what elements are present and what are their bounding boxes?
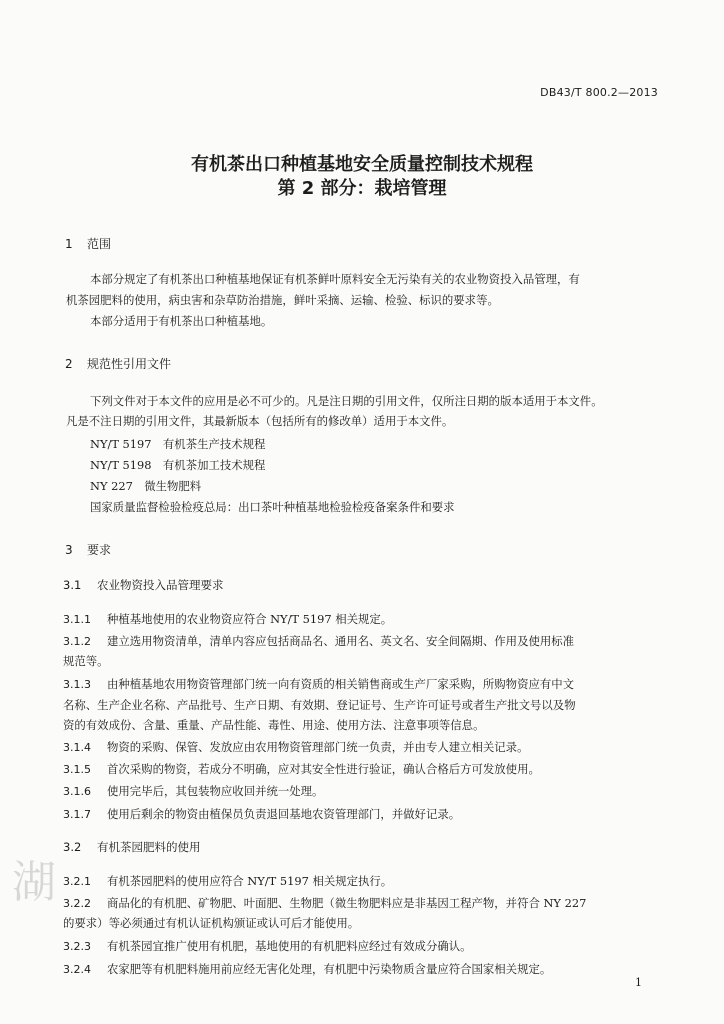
subsection-number: 3.2 xyxy=(63,840,82,854)
clause-text: 首次采购的物资，若成分不明确，应对其安全性进行验证，确认合格后方可发放使用。 xyxy=(107,762,540,776)
clause-number: 3.1.4 xyxy=(63,741,91,754)
subsection-3-1-heading xyxy=(63,577,224,593)
clause-text: 由种植基地农用物资管理部门统一向有资质的相关销售商或生产厂家采购，所购物资应有中文 xyxy=(107,677,575,691)
clause-number: 3.2.1 xyxy=(63,875,91,888)
clause-number: 3.1.2 xyxy=(63,635,91,648)
subsection-title: 有机茶园肥料的使用 xyxy=(97,840,201,854)
clause-3-1-3-continued: 资的有效成份、含量、重量、产品性能、毒性、用途、使用方法、注意事项等信息。 xyxy=(63,718,485,732)
section-2-heading xyxy=(65,355,171,372)
clause-3-1-6 xyxy=(63,782,658,801)
clause-text: 建立选用物资清单，清单内容应包括商品名、通用名、英文名、安全间隔期、作用及使用标准 xyxy=(107,634,575,648)
clause-3-1-4 xyxy=(63,738,658,757)
clause-3-1-2-continued: 规范等。 xyxy=(63,654,109,668)
scope-paragraph-line: 机茶园肥料的使用，病虫害和杂草防治措施，鲜叶采摘、运输、检验、标识的要求等。 xyxy=(66,293,499,307)
clause-3-1-3-continued: 名称、生产企业名称、产品批号、生产日期、有效期、登记证号、生产许可证号或者生产批文号以及物 xyxy=(63,698,576,712)
clause-number: 3.2.2 xyxy=(63,897,91,910)
document-subtitle: 第 2 部分：栽培管理 xyxy=(277,178,447,199)
clause-3-2-4 xyxy=(63,960,658,979)
clause-3-1-3 xyxy=(63,675,658,694)
clause-text: 有机茶园宜推广使用有机肥，基地使用的有机肥料应经过有效成分确认。 xyxy=(107,939,472,953)
references-paragraph-line: 下列文件对于本文件的应用是必不可少的。凡是注日期的引用文件，仅所注日期的版本适用于本文件。 xyxy=(90,394,603,408)
clause-text: 商品化的有机肥、矿物肥、叶面肥、生物肥（微生物肥料应是非基因工程产物，并符合 NY 227 xyxy=(107,896,587,910)
section-1-heading xyxy=(65,235,111,252)
scope-paragraph-line: 本部分规定了有机茶出口种植基地保证有机茶鲜叶原料安全无污染有关的农业物资投入品管理，有 xyxy=(90,272,580,286)
subsection-3-2-heading xyxy=(63,839,201,855)
reference-item: 国家质量监督检验检疫总局：出口茶叶种植基地检验检疫备案条件和要求 xyxy=(90,500,455,514)
clause-number: 3.1.1 xyxy=(63,613,91,626)
clause-number: 3.2.3 xyxy=(63,940,91,953)
clause-number: 3.1.6 xyxy=(63,785,91,798)
clause-3-2-1 xyxy=(63,872,658,891)
clause-number: 3.1.5 xyxy=(63,763,91,776)
scope-applicability: 本部分适用于有机茶出口种植基地。 xyxy=(90,314,273,328)
section-number: 1 xyxy=(65,237,73,251)
clause-3-1-7 xyxy=(63,805,658,824)
clause-3-1-1 xyxy=(63,610,658,629)
clause-number: 3.1.3 xyxy=(63,678,91,691)
section-title: 要求 xyxy=(87,543,112,557)
watermark: 湖 xyxy=(12,857,60,908)
clause-3-1-2 xyxy=(63,632,658,651)
subsection-number: 3.1 xyxy=(63,578,82,592)
clause-text: 农家肥等有机肥料施用前应经无害化处理，有机肥中污染物质含量应符合国家相关规定。 xyxy=(107,962,552,976)
references-paragraph-line: 凡是不注日期的引用文件，其最新版本（包括所有的修改单）适用于本文件。 xyxy=(66,414,454,428)
section-title: 范围 xyxy=(87,237,112,251)
document-title: 有机茶出口种植基地安全质量控制技术规程 xyxy=(191,154,533,175)
section-3-heading xyxy=(65,541,111,558)
clause-number: 3.1.7 xyxy=(63,808,91,821)
clause-number: 3.2.4 xyxy=(63,963,91,976)
clause-text: 使用后剩余的物资由植保员负责退回基地农资管理部门，并做好记录。 xyxy=(107,807,461,821)
section-title: 规范性引用文件 xyxy=(87,357,172,371)
clause-3-2-2 xyxy=(63,894,658,913)
reference-item: NY/T 5198 有机茶加工技术规程 xyxy=(90,458,266,472)
standard-code: DB43/T 800.2—2013 xyxy=(540,86,658,99)
clause-text: 物资的采购、保管、发放应由农用物资管理部门统一负责，并由专人建立相关记录。 xyxy=(107,740,529,754)
section-number: 3 xyxy=(65,543,73,557)
clause-3-2-2-continued: 的要求）等必须通过有机认证机构颁证或认可后才能使用。 xyxy=(63,916,360,930)
clause-3-1-5 xyxy=(63,760,658,779)
section-number: 2 xyxy=(65,357,73,371)
reference-item: NY/T 5197 有机茶生产技术规程 xyxy=(90,437,266,451)
page-number: 1 xyxy=(635,976,642,989)
reference-item: NY 227 微生物肥料 xyxy=(90,479,202,493)
subsection-title: 农业物资投入品管理要求 xyxy=(97,578,224,592)
clause-text: 种植基地使用的农业物资应符合 NY/T 5197 相关规定。 xyxy=(107,612,393,626)
clause-text: 使用完毕后，其包装物应收回并统一处理。 xyxy=(107,784,324,798)
clause-text: 有机茶园肥料的使用应符合 NY/T 5197 相关规定执行。 xyxy=(107,874,393,888)
clause-3-2-3 xyxy=(63,937,658,956)
